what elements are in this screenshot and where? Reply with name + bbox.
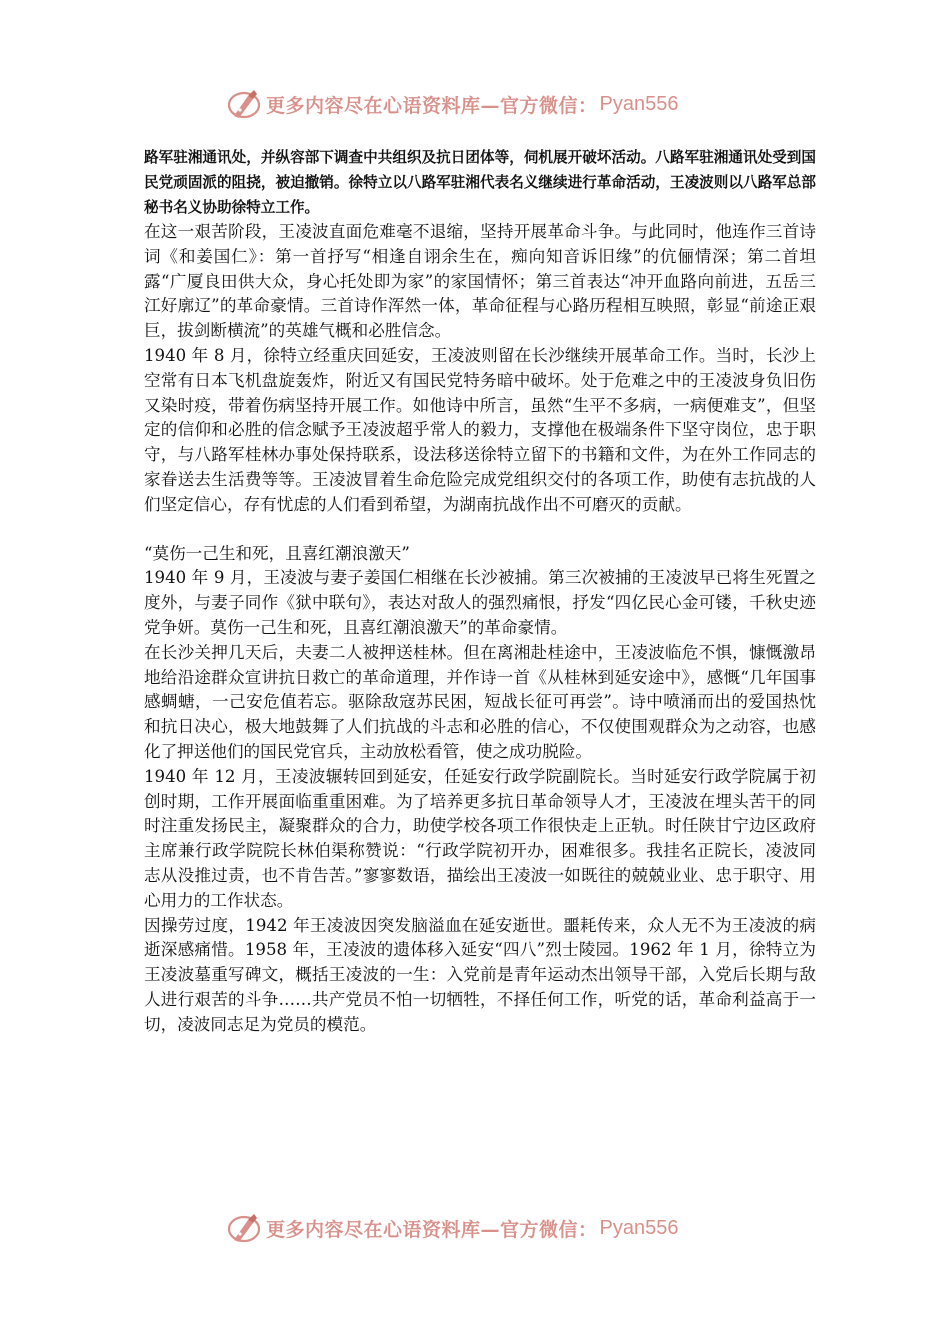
article-body xyxy=(144,145,816,1038)
watermark-text: 更多内容尽在心语资料库—官方微信： xyxy=(266,94,598,117)
footer-watermark xyxy=(226,1208,726,1248)
intro-paragraph: 路军驻湘通讯处，并纵容部下调查中共组织及抗日团体等，伺机展开破坏活动。八路军驻湘通讯处受到国民党顽固派的阻挠，被迫撤销。徐特立以八路军驻湘代表名义继续进行革命活动，王凌波则以八路军总部秘书名义协助徐特立工作。 xyxy=(144,149,816,216)
paragraph-4: 在长沙关押几天后，夫妻二人被押送桂林。但在离湘赴桂途中，王凌波临危不惧，慷慨激昂地给沿途群众宣讲抗日救亡的革命道理，并作诗一首《从桂林到延安途中》，感慨“几年国事感蜩螗，一己安危值若忘。驱除敌寇苏民困，短战长征可再尝”。诗中喷涌而出的爱国热忱和抗日决心，极大地鼓舞了人们抗战的斗志和必胜的信心，不仅使围观群众为之动容，也感化了押送他们的国民党官兵，主动放松看管，使之成功脱险。 xyxy=(144,642,816,761)
paragraph-2: 1940 年 8 月，徐特立经重庆回延安，王凌波则留在长沙继续开展革命工作。当时，长沙上空常有日本飞机盘旋轰炸，附近又有国民党特务暗中破坏。处于危难之中的王凌波身负旧伤又染时疫，带着伤病坚持开展工作。如他诗中所言，虽然“生平不多病，一病便难支”，但坚定的信仰和必胜的信念赋予王凌波超乎常人的毅力，支撑他在极端条件下坚守岗位，忠于职守，与八路军桂林办事处保持联系，设法移送徐特立留下的书籍和文件，为在外工作同志的家眷送去生活费等等。王凌波冒着生命危险完成党组织交付的各项工作，助使有志抗战的人们坚定信心，存有忧虑的人们看到希望，为湖南抗战作出不可磨灭的贡献。 xyxy=(144,345,816,514)
header-watermark xyxy=(226,84,726,124)
section-heading: “莫伤一己生和死，且喜红潮浪激天” xyxy=(144,543,410,563)
paragraph-6: 因操劳过度，1942 年王凌波因突发脑溢血在延安逝世。噩耗传来，众人无不为王凌波的病逝深感痛惜。1958 年，王凌波的遗体移入延安“四八”烈士陵园。1962 年 1 月，徐特立为王凌波墓重写碑文，概括王凌波的一生：入党前是青年运动杰出领导干部，入党后长期与敌人进行艰苦的斗争……共产党员不怕一切牺牲，不择任何工作，听党的话，革命利益高于一切，凌波同志足为党员的模范。 xyxy=(144,915,816,1034)
watermark-text: 更多内容尽在心语资料库—官方微信： xyxy=(266,1218,598,1241)
watermark-wechat-id: Pyan556 xyxy=(599,1216,679,1239)
pen-nib-logo-icon xyxy=(226,1210,262,1246)
watermark-wechat-id: Pyan556 xyxy=(599,92,679,115)
paragraph-1: 在这一艰苦阶段，王凌波直面危难毫不退缩，坚持开展革命斗争。与此同时，他连作三首诗词《和姜国仁》：第一首抒写“相逢自诩余生在，痴向知音诉旧缘”的伉俪情深；第二首坦露“广厦良田供大众，身心托处即为家”的家国情怀；第三首表达“冲开血路向前进，五岳三江好廓辽”的革命豪情。三首诗作浑然一体，革命征程与心路历程相互映照，彰显“前途正艰巨，拔剑断横流”的英雄气概和必胜信念。 xyxy=(144,222,816,341)
paragraph-5: 1940 年 12 月，王凌波辗转回到延安，任延安行政学院副院长。当时延安行政学院属于初创时期，工作开展面临重重困难。为了培养更多抗日革命领导人才，王凌波在埋头苦干的同时注重发扬民主，凝聚群众的合力，助使学校各项工作很快走上正轨。时任陕甘宁边区政府主席兼行政学院院长林伯渠称赞说：“行政学院初开办，困难很多。我挂名正院长，凌波同志从没推过责，也不肯告苦。”寥寥数语，描绘出王凌波一如既往的兢兢业业、忠于职守、用心用力的工作状态。 xyxy=(144,766,816,910)
pen-nib-logo-icon xyxy=(226,86,262,122)
section-gap xyxy=(144,518,816,542)
paragraph-3: 1940 年 9 月，王凌波与妻子姜国仁相继在长沙被捕。第三次被捕的王凌波早已将生死置之度外，与妻子同作《狱中联句》，表达对敌人的强烈痛恨，抒发“四亿民心金可镂，千秋史迹党争妍。莫伤一己生和死，且喜红潮浪激天”的革命豪情。 xyxy=(144,568,816,637)
